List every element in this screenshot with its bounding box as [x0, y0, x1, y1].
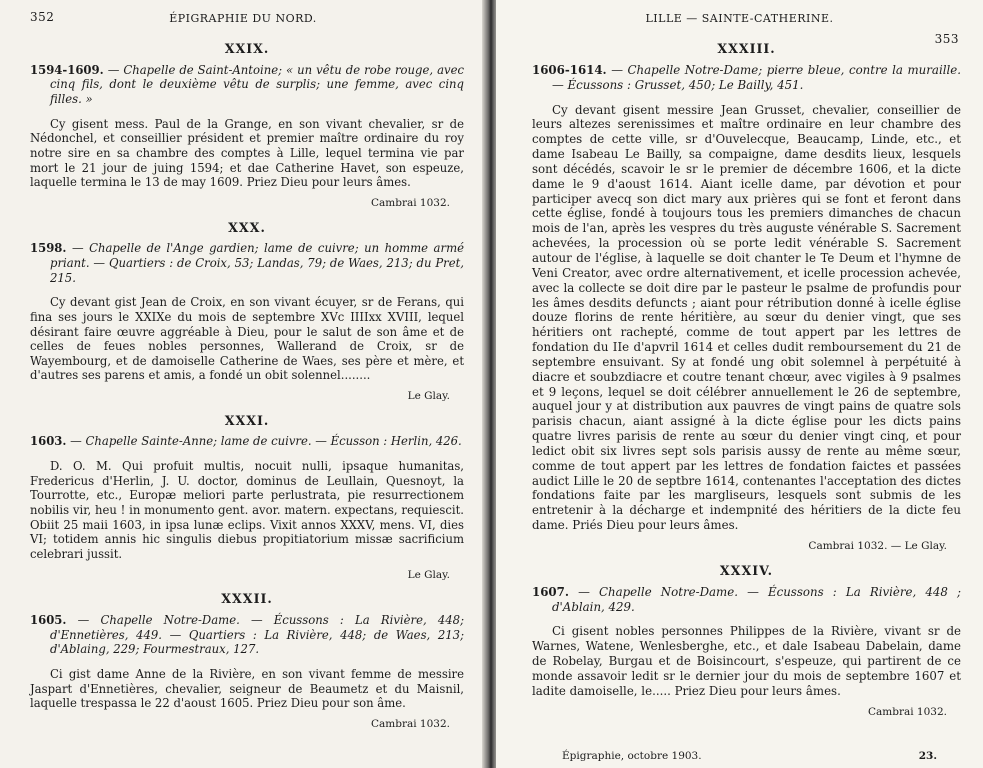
- source-citation: Cambrai 1032. — Le Glay.: [808, 540, 947, 552]
- entry-header: [30, 434, 464, 449]
- inscription-text: Ci gist dame Anne de la Rivière, en son vivant femme de messire Jaspart d'Ennetières, chevalier, seigneur de Beaumetz et du Maisnil, laquelle trespassa le 22 d'aoust 1605. Priez Dieu pour son âme.: [30, 666, 464, 711]
- entry-header: [30, 613, 464, 657]
- entry-year: 1605.: [30, 613, 67, 627]
- section-heading: XXXI.: [224, 412, 270, 428]
- inscription-text: Cy devant gist Jean de Croix, en son vivant écuyer, sr de Ferans, qui fina ses jours le XXIXe du mois de septembre XVc IIIIxx XVIII, lequel désirant faire œuvre aggréable à Dieu, pour le salut de son âme et de celles de feues nobles personnes, Wallerand de Croix, sr de Wayembourg, et de damoiselle Catherine de Waes, ses père et mère, et d'autres ses parens et amis, a fondé un obit solennel........: [30, 295, 464, 383]
- entry-header: [30, 63, 464, 107]
- section-heading: XXX.: [228, 219, 266, 235]
- right-header: [496, 10, 983, 46]
- inscription-text: Cy devant gisent messire Jean Grusset, chevalier, conseillier de leurs altezes serenissimes et maître ordinaire en leur chambre des comptes de cette ville, sr d'Ouvelecque, Beaucamp, Linde, etc., et dame Isabeau Le Bailly, sa compaigne, dame desdits lieux, lesquels sont décédés, scavoir le sr le premier de décembre 1606, et la dicte dame le 9 d'aoust 1614. Aiant icelle dame, par dévotion et pour participer avecq son dict mary aux prières qui se font et feront dans cette église, fondé à toujours tous les premiers dimanches de chacun mois de l'an, après les vespres du très auguste vénérable S. Sacrement achevées, la procession où se porte ledit vénérable S. Sacrement autour de l'église, à laquelle se doit chanter le Te Deum et l'hymne de Veni Creator, avec ordre alternativement, et icelle procession achevée, avec la collecte se doit dire par le pasteur le psalme de profundis pour les âmes desdits defuncts ; aiant pour rétribution donné à icelle église douze florins de rente héritière, au sœur du denier vingt, que ses héritiers ont rachepté, comme de tout appert par les lettres de fondation du IIe d'apvril 1614 et celles dudit remboursement du 21 de septembre ensuivant. Sy at fondé ung obit solemnel à perpétuité à diacre et soubzdiacre et coutre tenant chœur, avec vigiles à 9 psalmes et 9 leçons, lequel se doit célébrer annuellement le 26 de septembre, auquel jour y at distribution aux pauvres de vingt pains de quatre sols parisis chacun, aiant assigné à la dicte église pour les dicts pains quatre livres parisis de rente au sœur du denier vingt cinq, et pour ledict obit six livres sept sols parisis aussy de rente au même sœur, comme de tout appert par les lettres de fondation faictes et passées audict Lille le 20 de septbre 1614, contenantes l'acceptation des dictes fondations faite par les margliseurs, lesquels sont submis de les entretenir à la décharge et indempnité des héritiers de la dicte feu dame. Priés Dieu pour leurs âmes.: [532, 102, 961, 533]
- inscription-text: D. O. M. Qui profuit multis, nocuit nulli, ipsaque humanitas, Fredericus d'Herlin, J. U. doctor, dominus de Leullain, Quesnoyt, la Tourrotte, etc., Europæ meliori parte perlustrata, pie resurrectionem nobilis vir, heu ! in monumento gent. avor. matern. expectans, requiescit. Obiit 25 maii 1603, in ipsa lunæ eclips. Vixit annos XXXV, mens. VI, dies VI; totidem annis hic singulis diebus propitiatorium missæ sacrificium celebrari jussit.: [30, 459, 464, 562]
- entry-description: — Chapelle Notre-Dame; pierre bleue, contre la muraille. — Écussons : Grusset, 450; Le Bailly, 451.: [552, 62, 961, 92]
- right-running-title: LILLE — SAINTE-CATHERINE.: [645, 12, 834, 25]
- entry-year: 1598.: [30, 241, 67, 256]
- entry-year: 1606-1614.: [532, 62, 607, 77]
- section-heading: XXIX.: [224, 41, 270, 56]
- section-heading: XXXIV.: [719, 562, 774, 578]
- left-page-number: 352: [30, 10, 55, 24]
- right-page-number: 353: [934, 32, 959, 46]
- source-citation: Cambrai 1032.: [867, 705, 947, 718]
- entry-header: [30, 241, 464, 285]
- section-heading: XXXIII.: [717, 41, 776, 56]
- left-header: [0, 10, 486, 28]
- source-citation: Cambrai 1032.: [370, 717, 450, 730]
- right-page: [496, 0, 983, 768]
- right-column: [532, 38, 961, 729]
- source-citation: Cambrai 1032.: [370, 196, 450, 209]
- signature-mark: 23.: [918, 750, 937, 762]
- entry-year: 1607.: [532, 584, 569, 599]
- left-running-title: ÉPIGRAPHIE DU NORD.: [169, 12, 317, 25]
- entry-header: [532, 63, 961, 93]
- footer-text: Épigraphie, octobre 1903.: [562, 750, 702, 762]
- section-heading: XXXII.: [221, 591, 273, 607]
- source-citation: Le Glay.: [407, 390, 450, 403]
- entry-year: 1603.: [30, 434, 67, 449]
- left-page: [0, 0, 486, 768]
- entry-description: — Chapelle Notre-Dame. — Écussons : La Rivière, 448 ; d'Ablain, 429.: [552, 584, 961, 614]
- entry-description: — Chapelle Notre-Dame. — Écussons : La Rivière, 448; d'Ennetières, 449. — Quartiers : La Rivière, 448; de Waes, 213; d'Ablaing, 229; Fourmestraux, 127.: [50, 613, 464, 657]
- left-column: [30, 38, 464, 742]
- source-citation: Le Glay.: [407, 568, 450, 581]
- entry-header: [532, 585, 961, 615]
- entry-description: — Chapelle de l'Ange gardien; lame de cuivre; un homme armé priant. — Quartiers : de Croix, 53; Landas, 79; de Waes, 213; du Pret, 215.: [50, 241, 464, 285]
- entry-description: — Chapelle de Saint-Antoine; « un vêtu de robe rouge, avec cinq fils, dont le deuxième vêtu de surplis; une femme, avec cinq filles. »: [50, 62, 464, 106]
- inscription-text: Ci gisent nobles personnes Philippes de la Rivière, vivant sr de Warnes, Watene, Wenlesberghe, etc., et dale Isabeau Dabelain, dame de Robelay, Burgau et de Boisincourt, s'espeuze, qui partirent de ce monde assavoir ledit sr le dernier jour du mois de septembre 1607 et ladite damoiselle, le..... Priez Dieu pour leurs âmes.: [532, 624, 961, 698]
- entry-year: 1594-1609.: [30, 62, 104, 77]
- inscription-text: Cy gisent mess. Paul de la Grange, en son vivant chevalier, sr de Nédonchel, et conseillier président et premier maître ordinaire du roy notre sire en sa chambre des comptes à Lille, lequel termina vie par mort le 21 jour de juing 1594; et dae Catherine Havet, son espeuze, laquelle termina le 13 de may 1609. Priez Dieu pour leurs âmes.: [30, 116, 464, 190]
- entry-description: — Chapelle Sainte-Anne; lame de cuivre. — Écusson : Herlin, 426.: [70, 434, 462, 449]
